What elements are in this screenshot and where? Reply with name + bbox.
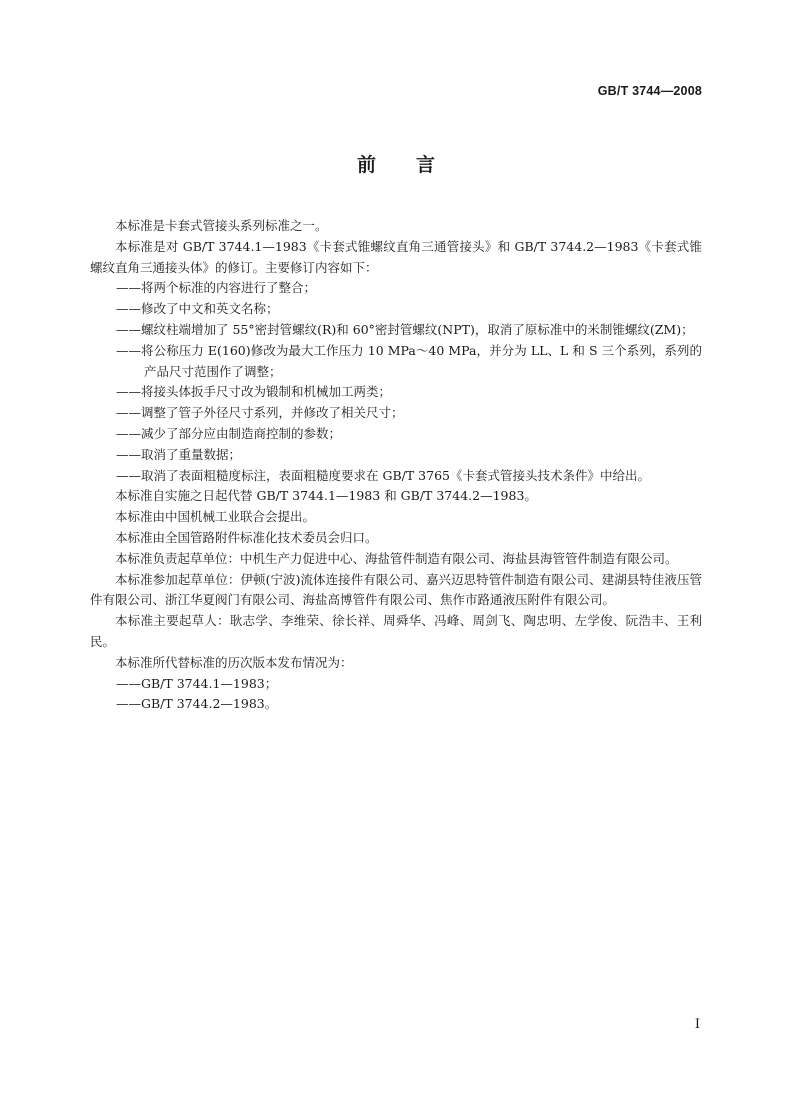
paragraph: 本标准是卡套式管接头系列标准之一。: [115, 218, 328, 233]
paragraph: 本标准是对 GB/T 3744.1—1983《卡套式锥螺纹直角三通管接头》和 GB/T 3744.2—1983《卡套式锥螺纹直角三通接头体》的修订。主要修订内容如下：: [90, 238, 702, 275]
list-item: ——减少了部分应由制造商控制的参数；: [116, 425, 342, 441]
paragraph: 本标准所代替标准的历次版本发布情况为：: [115, 654, 353, 670]
list-item: ——GB/T 3744.2—1983。: [116, 696, 278, 712]
list-item: ——将两个标准的内容进行了整合；: [116, 280, 317, 296]
list-item: ——螺纹柱端增加了 55°密封管螺纹(R)和 60°密封管螺纹(NPT)，取消了原标准中的米制锥螺纹(ZM)；: [116, 321, 694, 337]
list-item: ——将接头体扳手尺寸改为锻制和机械加工两类；: [116, 384, 392, 400]
paragraph: 本标准由全国管路附件标准化技术委员会归口。: [115, 529, 378, 545]
paragraph: 本标准负责起草单位：中机生产力促进中心、海盐管件制造有限公司、海盐县海管管件制造有限公司。: [115, 550, 678, 566]
standard-code: GB/T 3744—2008: [597, 84, 702, 98]
document-body: [90, 216, 702, 715]
page-number: I: [694, 1017, 700, 1032]
list-item: ——修改了中文和英文名称；: [116, 301, 279, 317]
list-item: ——取消了重量数据；: [116, 446, 242, 462]
list-item: ——调整了管子外径尺寸系列，并修改了相关尺寸；: [116, 405, 404, 421]
list-item: ——将公称压力 E(160)修改为最大工作压力 10 MPa～40 MPa，并分为 LL、L 和 S 三个系列，系列的产品尺寸范围作了调整；: [116, 342, 702, 379]
paragraph: 本标准主要起草人：耿志学、李维荣、徐长祥、周舜华、冯峰、周剑飞、陶忠明、左学俊、阮浩丰、王利民。: [90, 613, 702, 649]
paragraph: 本标准由中国机械工业联合会提出。: [115, 509, 316, 525]
list-item: ——GB/T 3744.1—1983；: [116, 675, 278, 691]
paragraph: 本标准自实施之日起代替 GB/T 3744.1—1983 和 GB/T 3744.2—1983。: [115, 488, 537, 504]
page-title: 前言: [356, 154, 475, 176]
paragraph: 本标准参加起草单位：伊顿(宁波)流体连接件有限公司、嘉兴迈思特管件制造有限公司、建湖县特佳液压管件有限公司、浙江华夏阀门有限公司、海盐高博管件有限公司、焦作市路通液压附件有限公司。: [90, 571, 702, 608]
list-item: ——取消了表面粗糙度标注，表面粗糙度要求在 GB/T 3765《卡套式管接头技术条件》中给出。: [116, 467, 650, 483]
